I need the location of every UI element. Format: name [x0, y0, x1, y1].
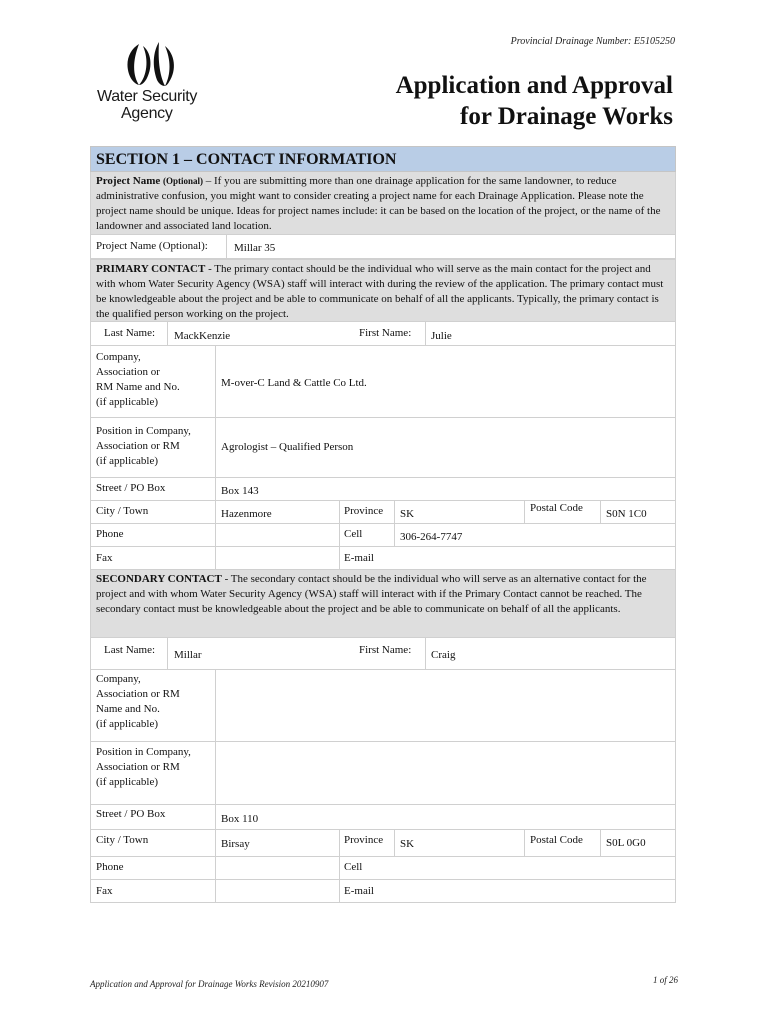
secondary-email-label: E-mail	[344, 885, 374, 897]
secondary-city-field[interactable]: Birsay	[221, 838, 250, 850]
primary-street-row	[90, 478, 676, 501]
primary-province-field[interactable]: SK	[400, 508, 415, 520]
primary-company-row	[90, 346, 676, 418]
page-title	[396, 70, 673, 132]
primary-cell-label: Cell	[344, 528, 363, 540]
section-heading: SECTION 1 – CONTACT INFORMATION	[90, 146, 676, 172]
primary-postal-field[interactable]: S0N 1C0	[606, 508, 647, 520]
secondary-company-label: Company, Association or RM Name and No. (if applicable)	[96, 673, 180, 730]
primary-phone-label: Phone	[96, 528, 124, 540]
secondary-first-name-field[interactable]: Craig	[431, 649, 456, 661]
secondary-street-row	[90, 805, 676, 830]
primary-last-name-field[interactable]: MackKenzie	[174, 330, 231, 342]
contact-form	[90, 146, 676, 903]
primary-name-row	[90, 322, 676, 346]
logo-text	[97, 88, 197, 122]
primary-position-label: Position in Company, Association or RM (if applicable)	[96, 425, 191, 467]
title-line1: Application and Approval	[395, 72, 673, 99]
provincial-drainage-number: Provincial Drainage Number: E5105250	[510, 36, 675, 47]
secondary-city-row	[90, 830, 676, 857]
secondary-position-row	[90, 742, 676, 805]
secondary-last-name-label: Last Name:	[104, 644, 156, 656]
secondary-first-name-label: First Name:	[359, 644, 412, 656]
primary-email-label: E-mail	[344, 552, 374, 564]
logo-line2: Agency	[121, 105, 173, 122]
primary-city-field[interactable]: Hazenmore	[221, 508, 272, 520]
secondary-province-field[interactable]: SK	[400, 838, 415, 850]
primary-street-field[interactable]: Box 143	[221, 485, 259, 497]
primary-city-label: City / Town	[96, 505, 149, 517]
logo-line1: Water Security	[97, 88, 198, 105]
primary-company-field[interactable]: M-over-C Land & Cattle Co Ltd.	[221, 377, 367, 389]
secondary-province-label: Province	[344, 834, 384, 846]
project-name-row	[90, 235, 676, 259]
wsa-logo	[95, 40, 205, 130]
primary-city-row	[90, 501, 676, 524]
primary-phone-row	[90, 524, 676, 547]
secondary-postal-label: Postal Code	[530, 834, 583, 846]
primary-fax-row	[90, 547, 676, 570]
secondary-fax-row	[90, 880, 676, 903]
project-name-info: Project Name (Optional) – If you are submitting more than one drainage application for the same landowner, to reduce administrative confusion, you might want to consider creating a project name for each Drainage Application. Please note the project name should be unique. Ideas for project names include: it can be based on the location of the project, or the name of the landowner and associated land location.	[90, 172, 676, 235]
secondary-street-label: Street / PO Box	[96, 808, 166, 820]
secondary-phone-row	[90, 857, 676, 880]
project-name-label: Project Name (Optional):	[96, 240, 208, 252]
primary-cell-field[interactable]: 306-264-7747	[400, 531, 463, 543]
secondary-fax-label: Fax	[96, 885, 113, 897]
primary-province-label: Province	[344, 505, 384, 517]
secondary-name-row	[90, 638, 676, 670]
primary-street-label: Street / PO Box	[96, 482, 166, 494]
primary-postal-label: Postal Code	[530, 502, 583, 514]
secondary-postal-field[interactable]: S0L 0G0	[606, 837, 646, 849]
footer-page-number: 1 of 26	[652, 975, 678, 985]
primary-fax-label: Fax	[96, 552, 113, 564]
project-name-field[interactable]: Millar 35	[234, 242, 276, 254]
primary-first-name-label: First Name:	[359, 327, 412, 339]
primary-position-row	[90, 418, 676, 478]
secondary-position-label: Position in Company, Association or RM (if applicable)	[96, 746, 191, 788]
water-drop-logo-icon	[121, 40, 183, 88]
primary-contact-info: PRIMARY CONTACT - The primary contact should be the individual who will serve as the main contact for the project and with whom Water Security Agency (WSA) staff will interact with during the review of the application. The primary contact must be knowledgeable about the project and be able to communicate on behalf of all the applicants. Typically, the primary contact is the qualified person working on the project.	[90, 259, 676, 322]
secondary-cell-label: Cell	[344, 861, 363, 873]
secondary-contact-info: SECONDARY CONTACT - The secondary contact should be the individual who will serve as an alternative contact for the project and with whom Water Security Agency (WSA) staff will interact with if the Primary Contact cannot be reached. The secondary contact must be knowledgeable about the project and be able to communicate on behalf of all the applicants.	[90, 570, 676, 638]
secondary-city-label: City / Town	[96, 834, 149, 846]
primary-last-name-label: Last Name:	[104, 327, 156, 339]
secondary-street-field[interactable]: Box 110	[221, 813, 259, 825]
primary-first-name-field[interactable]: Julie	[431, 330, 452, 342]
secondary-company-row	[90, 670, 676, 742]
footer-revision: Application and Approval for Drainage Works Revision 20210907	[90, 979, 329, 989]
secondary-phone-label: Phone	[96, 861, 124, 873]
primary-position-field[interactable]: Agrologist – Qualified Person	[221, 441, 354, 453]
secondary-last-name-field[interactable]: Millar	[174, 649, 202, 661]
title-line2: for Drainage Works	[460, 103, 673, 130]
primary-company-label: Company, Association or RM Name and No. (if applicable)	[96, 351, 180, 408]
